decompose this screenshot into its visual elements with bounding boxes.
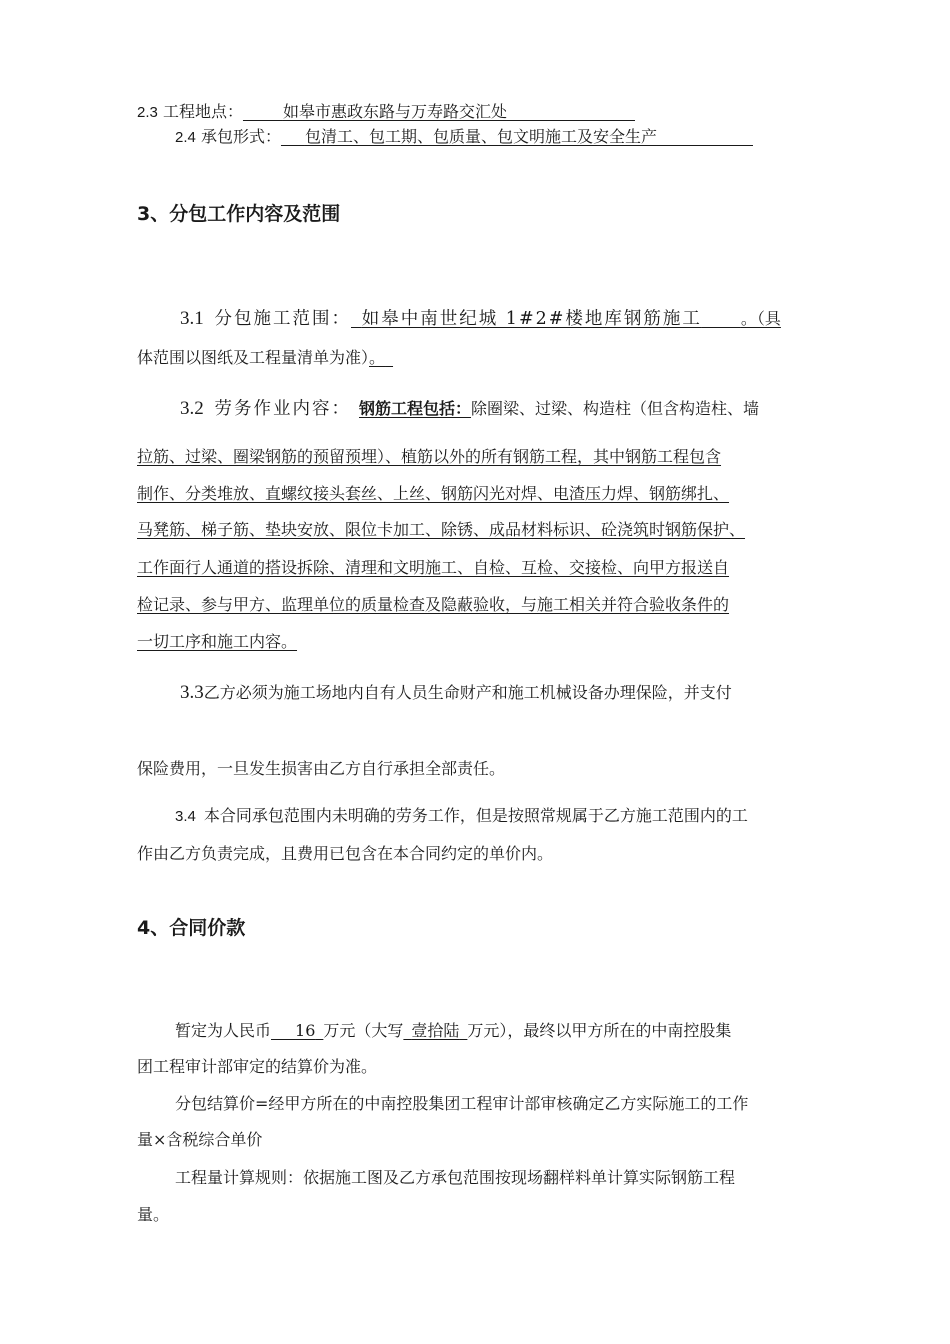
item-3-1-number: 3.1 xyxy=(180,308,204,329)
item-2-4-number: 2.4 xyxy=(175,129,196,146)
price-amount-chinese: 壹拾陆 xyxy=(411,1021,460,1040)
item-2-3 xyxy=(137,101,635,124)
item-3-1-underline-tail xyxy=(385,348,393,367)
quantity-rule-paragraph-line-2: 量。 xyxy=(137,1205,170,1224)
section-3-heading: 3、分包工作内容及范围 xyxy=(137,203,341,225)
price-prefix: 暂定为人民币 xyxy=(175,1021,272,1040)
item-3-2-label: 劳务作业内容： xyxy=(214,399,351,419)
item-3-4 xyxy=(175,805,748,828)
item-3-4-line-1: 本合同承包范围内未明确的劳务工作，但是按照常规属于乙方施工范围内的工 xyxy=(203,806,748,825)
item-2-3-label: 工程地点： xyxy=(162,102,243,121)
item-3-2-line-6: 检记录、参与甲方、监理单位的质量检查及隐蔽验收，与施工相关并符合验收条件的 xyxy=(137,595,730,614)
item-3-1-value: 如皋中南世纪城 1#2#楼地库钢筋施工 xyxy=(361,309,702,329)
item-3-2 xyxy=(180,396,759,422)
item-3-1-label: 分包施工范围： xyxy=(214,309,351,329)
item-3-2-line-7: 一切工序和施工内容。 xyxy=(137,632,298,651)
quantity-rule-paragraph: 工程量计算规则：依据施工图及乙方承包范围按现场翻样料单计算实际钢筋工程 xyxy=(175,1168,736,1187)
item-2-3-number: 2.3 xyxy=(137,104,158,121)
item-3-3-line-2: 保险费用，一旦发生损害由乙方自行承担全部责任。 xyxy=(137,759,506,778)
item-2-3-value: 如皋市惠政东路与万寿路交汇处 xyxy=(282,102,507,121)
item-3-1 xyxy=(180,306,781,332)
item-3-2-number: 3.2 xyxy=(180,398,204,419)
item-2-4 xyxy=(175,126,753,149)
item-3-2-line-4: 马凳筋、梯子筋、垫块安放、限位卡加工、除锈、成品材料标识、砼浇筑时钢筋保护、 xyxy=(137,520,746,539)
settlement-paragraph-line-2: 量×含税综合单价 xyxy=(137,1130,263,1149)
item-3-2-line-3: 制作、分类堆放、直螺纹接头套丝、上丝、钢筋闪光对焊、电渣压力焊、钢筋绑扎、 xyxy=(137,484,730,503)
item-3-1-lead xyxy=(180,309,351,329)
item-3-2-bold-lead: 钢筋工程包括： xyxy=(359,399,472,418)
item-2-4-value: 包清工、包工期、包质量、包文明施工及安全生产 xyxy=(304,127,657,146)
item-3-2-lead xyxy=(180,399,351,419)
item-3-1-tail: 。（具 xyxy=(740,309,781,328)
price-paragraph-line-2: 团工程审计部审定的结算价为准。 xyxy=(137,1057,378,1076)
item-2-4-label: 承包形式： xyxy=(200,127,281,146)
price-mid: 万元（大写 xyxy=(323,1021,404,1040)
item-3-2-line-1: 除圈梁、过梁、构造柱（但含构造柱、墙 xyxy=(471,399,760,418)
item-3-1-period: 。 xyxy=(369,348,386,367)
price-suffix: 万元），最终以甲方所在的中南控股集 xyxy=(467,1021,732,1040)
item-3-4-number: 3.4 xyxy=(175,808,196,825)
item-3-2-line-5: 工作面行人通道的搭设拆除、清理和文明施工、自检、互检、交接检、向甲方报送自 xyxy=(137,558,730,577)
price-amount: 16 xyxy=(295,1021,316,1040)
item-3-3-number: 3.3 xyxy=(180,682,204,703)
item-3-2-line-2: 拉筋、过梁、圈梁钢筋的预留预埋）、植筋以外的所有钢筋工程，其中钢筋工程包含 xyxy=(137,447,722,466)
item-3-1-line2 xyxy=(137,347,393,369)
item-3-1-scope-note: 体范围以图纸及工程量清单为准） xyxy=(137,348,370,367)
item-3-3-line-1: 乙方必须为施工场地内自有人员生命财产和施工机械设备办理保险，并支付 xyxy=(203,683,732,702)
section-4-heading: 4、合同价款 xyxy=(137,917,246,939)
item-3-4-line-2: 作由乙方负责完成，且费用已包含在本合同约定的单价内。 xyxy=(137,844,554,863)
item-3-3 xyxy=(180,680,732,706)
settlement-paragraph: 分包结算价=经甲方所在的中南控股集团工程审计部审核确定乙方实际施工的工作 xyxy=(175,1094,749,1113)
price-paragraph xyxy=(175,1020,731,1042)
